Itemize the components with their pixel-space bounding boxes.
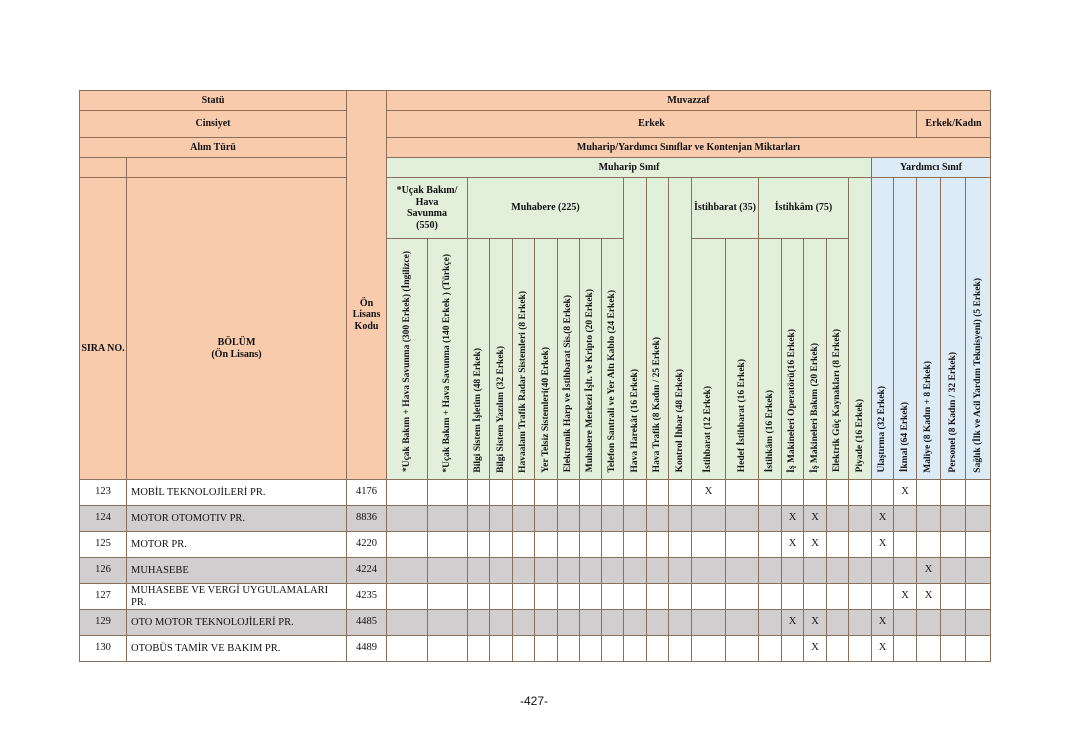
column-header bbox=[872, 178, 894, 480]
quota-mark-cell: X bbox=[804, 532, 827, 558]
quota-mark-cell bbox=[966, 584, 991, 610]
sira-no-cell: 129 bbox=[80, 610, 127, 636]
quota-mark-cell: X bbox=[872, 636, 894, 662]
quota-mark-cell bbox=[490, 558, 513, 584]
cinsiyet-label: Cinsiyet bbox=[80, 111, 347, 138]
quota-table bbox=[79, 90, 991, 662]
quota-mark-cell bbox=[872, 480, 894, 506]
quota-mark-cell bbox=[647, 532, 669, 558]
quota-mark-cell bbox=[804, 558, 827, 584]
quota-mark-cell bbox=[726, 532, 759, 558]
quota-mark-cell bbox=[782, 636, 804, 662]
quota-mark-cell bbox=[894, 532, 917, 558]
quota-mark-cell bbox=[535, 610, 558, 636]
quota-mark-cell bbox=[428, 636, 468, 662]
column-header bbox=[894, 178, 917, 480]
quota-mark-cell bbox=[535, 558, 558, 584]
quota-mark-cell bbox=[941, 558, 966, 584]
quota-mark-cell bbox=[827, 610, 849, 636]
quota-mark-cell bbox=[624, 532, 647, 558]
column-header-label: İstihbarat (12 Erkek) bbox=[703, 385, 714, 473]
column-header bbox=[387, 239, 428, 480]
quota-mark-cell: X bbox=[804, 610, 827, 636]
quota-mark-cell bbox=[490, 584, 513, 610]
sira-no-header: SIRA NO. bbox=[80, 178, 127, 480]
on-lisans-kodu-label: Ön Lisans Kodu bbox=[352, 297, 381, 332]
kod-cell: 4489 bbox=[347, 636, 387, 662]
quota-mark-cell bbox=[827, 584, 849, 610]
quota-mark-cell bbox=[966, 610, 991, 636]
quota-mark-cell bbox=[647, 636, 669, 662]
quota-mark-cell bbox=[602, 584, 624, 610]
column-header bbox=[602, 239, 624, 480]
quota-mark-cell bbox=[941, 610, 966, 636]
sira-no-cell: 124 bbox=[80, 506, 127, 532]
alim-turu-label: Alım Türü bbox=[80, 138, 347, 158]
quota-mark-cell bbox=[602, 532, 624, 558]
bolum-cell: OTO MOTOR TEKNOLOJİLERİ PR. bbox=[127, 610, 347, 636]
table-row bbox=[80, 480, 991, 506]
bolum-cell: MUHASEBE bbox=[127, 558, 347, 584]
quota-mark-cell bbox=[669, 610, 692, 636]
quota-mark-cell bbox=[558, 532, 580, 558]
quota-mark-cell: X bbox=[917, 558, 941, 584]
quota-mark-cell bbox=[602, 636, 624, 662]
table-row bbox=[80, 636, 991, 662]
column-header bbox=[966, 178, 991, 480]
kod-cell: 4235 bbox=[347, 584, 387, 610]
quota-mark-cell bbox=[647, 584, 669, 610]
kod-cell: 4224 bbox=[347, 558, 387, 584]
column-header bbox=[692, 239, 726, 480]
quota-mark-cell bbox=[602, 480, 624, 506]
quota-mark-cell bbox=[966, 636, 991, 662]
quota-mark-cell bbox=[759, 584, 782, 610]
quota-mark-cell bbox=[580, 636, 602, 662]
column-header-label: Bilgi Sistem İşletim (48 Erkek) bbox=[473, 347, 484, 473]
quota-mark-cell bbox=[468, 506, 490, 532]
quota-mark-cell bbox=[849, 480, 872, 506]
quota-mark-cell: X bbox=[782, 506, 804, 532]
quota-mark-cell bbox=[759, 636, 782, 662]
column-header bbox=[490, 239, 513, 480]
column-header bbox=[759, 239, 782, 480]
column-header-label: Hava Trafik (8 Kadın / 25 Erkek) bbox=[652, 337, 663, 473]
quota-mark-cell bbox=[428, 506, 468, 532]
quota-mark-cell bbox=[966, 506, 991, 532]
quota-mark-cell bbox=[468, 480, 490, 506]
column-header bbox=[535, 239, 558, 480]
quota-mark-cell bbox=[535, 636, 558, 662]
column-header bbox=[580, 239, 602, 480]
quota-mark-cell bbox=[917, 480, 941, 506]
quota-mark-cell bbox=[428, 532, 468, 558]
table-row bbox=[80, 558, 991, 584]
quota-mark-cell bbox=[490, 506, 513, 532]
quota-mark-cell bbox=[535, 506, 558, 532]
quota-mark-cell bbox=[759, 532, 782, 558]
kod-cell: 4485 bbox=[347, 610, 387, 636]
quota-mark-cell bbox=[759, 506, 782, 532]
quota-mark-cell bbox=[468, 584, 490, 610]
quota-mark-cell bbox=[535, 584, 558, 610]
column-header-label: İş Makineleri Operatörü(16 Erkek) bbox=[787, 328, 798, 473]
quota-mark-cell bbox=[692, 558, 726, 584]
sira-no-cell: 127 bbox=[80, 584, 127, 610]
quota-mark-cell bbox=[669, 636, 692, 662]
cinsiyet-erkek-kadin: Erkek/Kadın bbox=[917, 111, 991, 138]
quota-mark-cell bbox=[941, 506, 966, 532]
column-header-label: *Uçak Bakım + Hava Savunma (140 Erkek ) (Türkçe) bbox=[442, 253, 453, 473]
quota-mark-cell bbox=[490, 610, 513, 636]
column-header bbox=[558, 239, 580, 480]
quota-mark-cell bbox=[827, 480, 849, 506]
quota-mark-cell bbox=[827, 558, 849, 584]
quota-mark-cell bbox=[941, 480, 966, 506]
quota-mark-cell bbox=[647, 558, 669, 584]
quota-mark-cell bbox=[428, 480, 468, 506]
column-header-label: Maliye (8 Kadın + 8 Erkek) bbox=[923, 360, 934, 473]
column-header-label: Elektrik Güç Kaynakları (8 Erkek) bbox=[832, 329, 843, 473]
quota-mark-cell bbox=[726, 584, 759, 610]
quota-mark-cell bbox=[966, 558, 991, 584]
column-header-label: Yer Telsiz Sistemleri(40 Erkek) bbox=[540, 346, 551, 473]
quota-mark-cell bbox=[917, 532, 941, 558]
quota-mark-cell bbox=[941, 532, 966, 558]
column-header-label: İkmal (64 Erkek) bbox=[899, 402, 910, 473]
quota-mark-cell bbox=[941, 636, 966, 662]
page-number: -427- bbox=[519, 694, 548, 708]
quota-mark-cell bbox=[513, 532, 535, 558]
quota-mark-cell bbox=[894, 610, 917, 636]
quota-mark-cell bbox=[580, 480, 602, 506]
table-row bbox=[80, 506, 991, 532]
quota-mark-cell bbox=[624, 506, 647, 532]
quota-mark-cell bbox=[490, 480, 513, 506]
quota-mark-cell: X bbox=[894, 480, 917, 506]
column-header bbox=[624, 178, 647, 480]
sira-no-cell: 125 bbox=[80, 532, 127, 558]
bolum-cell: MOTOR OTOMOTIV PR. bbox=[127, 506, 347, 532]
quota-mark-cell bbox=[726, 636, 759, 662]
quota-mark-cell bbox=[966, 532, 991, 558]
kod-cell: 4220 bbox=[347, 532, 387, 558]
column-header bbox=[669, 178, 692, 480]
quota-mark-cell bbox=[428, 558, 468, 584]
quota-mark-cell bbox=[558, 558, 580, 584]
quota-mark-cell bbox=[726, 610, 759, 636]
quota-mark-cell bbox=[580, 532, 602, 558]
column-header-label: İş Makineleri Bakım (20 Erkek) bbox=[809, 342, 820, 473]
group-istihkam: İstihkâm (75) bbox=[759, 178, 849, 239]
quota-mark-cell: X bbox=[872, 506, 894, 532]
bolum-label: BÖLÜM bbox=[217, 337, 256, 348]
quota-mark-cell bbox=[941, 584, 966, 610]
statu-label: Statü bbox=[80, 91, 347, 111]
quota-mark-cell bbox=[513, 480, 535, 506]
quota-mark-cell bbox=[513, 506, 535, 532]
quota-mark-cell bbox=[692, 532, 726, 558]
quota-mark-cell: X bbox=[917, 584, 941, 610]
column-header-label: Telefon Santrali ve Yer Altı Kablo (24 Erkek) bbox=[607, 289, 618, 473]
quota-mark-cell bbox=[966, 480, 991, 506]
column-header-label: Sağlık (İlk ve Acil Yardım Teknisyeni) (5 Erkek) bbox=[972, 277, 983, 473]
quota-mark-cell bbox=[759, 610, 782, 636]
quota-mark-cell bbox=[894, 636, 917, 662]
column-header bbox=[917, 178, 941, 480]
bolum-cell: MOTOR PR. bbox=[127, 532, 347, 558]
quota-mark-cell bbox=[558, 610, 580, 636]
column-header bbox=[726, 239, 759, 480]
quota-mark-cell bbox=[387, 558, 428, 584]
quota-mark-cell: X bbox=[782, 532, 804, 558]
column-header bbox=[468, 239, 490, 480]
quota-mark-cell bbox=[558, 506, 580, 532]
quota-mark-cell: X bbox=[782, 610, 804, 636]
quota-mark-cell bbox=[580, 610, 602, 636]
statu-value: Muvazzaf bbox=[387, 91, 991, 111]
quota-mark-cell bbox=[726, 506, 759, 532]
quota-mark-cell bbox=[669, 506, 692, 532]
quota-mark-cell bbox=[849, 610, 872, 636]
quota-mark-cell bbox=[535, 532, 558, 558]
column-header bbox=[782, 239, 804, 480]
quota-mark-cell bbox=[849, 506, 872, 532]
quota-mark-cell bbox=[387, 610, 428, 636]
quota-mark-cell bbox=[602, 506, 624, 532]
quota-mark-cell bbox=[387, 584, 428, 610]
quota-mark-cell bbox=[387, 532, 428, 558]
column-header bbox=[941, 178, 966, 480]
column-header bbox=[827, 239, 849, 480]
quota-mark-cell bbox=[759, 558, 782, 584]
quota-mark-cell bbox=[692, 584, 726, 610]
quota-mark-cell bbox=[872, 584, 894, 610]
quota-mark-cell bbox=[669, 532, 692, 558]
quota-mark-cell bbox=[387, 636, 428, 662]
quota-mark-cell: X bbox=[872, 610, 894, 636]
column-header bbox=[428, 239, 468, 480]
quota-mark-cell bbox=[917, 506, 941, 532]
quota-mark-cell bbox=[468, 558, 490, 584]
blank-cell bbox=[80, 158, 127, 178]
quota-mark-cell bbox=[782, 584, 804, 610]
quota-mark-cell bbox=[558, 584, 580, 610]
column-header-label: *Uçak Bakım + Hava Savunma (300 Erkek) (İngilizce) bbox=[401, 251, 412, 473]
blank-cell bbox=[127, 158, 347, 178]
quota-mark-cell: X bbox=[894, 584, 917, 610]
quota-mark-cell bbox=[468, 636, 490, 662]
quota-mark-cell bbox=[669, 558, 692, 584]
quota-mark-cell: X bbox=[692, 480, 726, 506]
quota-mark-cell bbox=[827, 532, 849, 558]
bolum-cell: MUHASEBE VE VERGİ UYGULAMALARI PR. bbox=[127, 584, 347, 610]
quota-mark-cell bbox=[624, 636, 647, 662]
column-header-label: Hava Harekât (16 Erkek) bbox=[629, 368, 640, 473]
quota-mark-cell bbox=[387, 480, 428, 506]
quota-mark-cell bbox=[602, 558, 624, 584]
quota-mark-cell: X bbox=[804, 506, 827, 532]
yardimci-sinif-header: Yardımcı Sınıf bbox=[872, 158, 991, 178]
muharip-sinif-header: Muharip Sınıf bbox=[387, 158, 872, 178]
column-header-label: Hedef İstihbarat (16 Erkek) bbox=[736, 359, 747, 473]
column-header bbox=[647, 178, 669, 480]
quota-mark-cell bbox=[513, 558, 535, 584]
bolum-cell: OTOBÜS TAMİR VE BAKIM PR. bbox=[127, 636, 347, 662]
quota-mark-cell bbox=[894, 558, 917, 584]
quota-mark-cell bbox=[782, 480, 804, 506]
alim-turu-value: Muharip/Yardımcı Sınıflar ve Kontenjan Miktarları bbox=[387, 138, 991, 158]
quota-mark-cell bbox=[726, 480, 759, 506]
column-header-label: Bilgi Sistem Yazılım (32 Erkek) bbox=[495, 345, 506, 473]
quota-mark-cell bbox=[849, 584, 872, 610]
group-muhabere: Muhabere (225) bbox=[468, 178, 624, 239]
kod-cell: 4176 bbox=[347, 480, 387, 506]
kod-cell: 8836 bbox=[347, 506, 387, 532]
column-header-label: Kontrol İhbar (48 Erkek) bbox=[674, 369, 685, 473]
quota-mark-cell bbox=[624, 584, 647, 610]
quota-mark-cell bbox=[849, 636, 872, 662]
quota-mark-cell bbox=[558, 480, 580, 506]
column-header-label: Ulaştırma (32 Erkek) bbox=[877, 385, 888, 473]
quota-mark-cell bbox=[804, 584, 827, 610]
cinsiyet-erkek: Erkek bbox=[387, 111, 917, 138]
quota-mark-cell bbox=[624, 558, 647, 584]
quota-mark-cell bbox=[602, 610, 624, 636]
quota-mark-cell bbox=[513, 636, 535, 662]
column-header-label: Elektronik Harp ve İstihbarat Sis.(8 Erkek) bbox=[563, 295, 574, 473]
quota-mark-cell: X bbox=[804, 636, 827, 662]
column-header-label: İstihkâm (16 Erkek) bbox=[764, 390, 775, 473]
column-header bbox=[804, 239, 827, 480]
table-row bbox=[80, 584, 991, 610]
quota-mark-cell: X bbox=[872, 532, 894, 558]
bolum-header bbox=[127, 178, 347, 480]
quota-mark-cell bbox=[624, 480, 647, 506]
quota-mark-cell bbox=[647, 610, 669, 636]
quota-mark-cell bbox=[872, 558, 894, 584]
quota-mark-cell bbox=[580, 558, 602, 584]
column-header-label: Piyade (16 Erkek) bbox=[854, 399, 865, 473]
column-header-label: Muhabere Merkezi İşlt. ve Kripto (20 Erkek) bbox=[585, 289, 596, 473]
quota-mark-cell bbox=[669, 584, 692, 610]
column-header-label: Havaalanı Trafik Radar Sistemleri (8 Erkek) bbox=[518, 290, 529, 473]
quota-mark-cell bbox=[387, 506, 428, 532]
quota-mark-cell bbox=[513, 610, 535, 636]
column-header bbox=[849, 178, 872, 480]
quota-mark-cell bbox=[827, 506, 849, 532]
quota-mark-cell bbox=[726, 558, 759, 584]
quota-mark-cell bbox=[917, 636, 941, 662]
bolum-sub-label: (Ön Lisans) bbox=[211, 348, 262, 360]
quota-mark-cell bbox=[490, 636, 513, 662]
quota-mark-cell bbox=[580, 506, 602, 532]
quota-mark-cell bbox=[804, 480, 827, 506]
column-header-label: Personel (8 Kadın / 32 Erkek) bbox=[947, 351, 958, 473]
quota-mark-cell bbox=[669, 480, 692, 506]
quota-mark-cell bbox=[428, 610, 468, 636]
bolum-cell: MOBİL TEKNOLOJİLERİ PR. bbox=[127, 480, 347, 506]
quota-mark-cell bbox=[692, 506, 726, 532]
quota-mark-cell bbox=[782, 558, 804, 584]
quota-mark-cell bbox=[692, 610, 726, 636]
quota-mark-cell bbox=[468, 610, 490, 636]
quota-mark-cell bbox=[535, 480, 558, 506]
quota-mark-cell bbox=[647, 506, 669, 532]
table-row bbox=[80, 610, 991, 636]
quota-mark-cell bbox=[917, 610, 941, 636]
sira-no-cell: 123 bbox=[80, 480, 127, 506]
on-lisans-kodu-header bbox=[347, 91, 387, 480]
quota-mark-cell bbox=[647, 480, 669, 506]
quota-mark-cell bbox=[490, 532, 513, 558]
quota-mark-cell bbox=[827, 636, 849, 662]
quota-mark-cell bbox=[580, 584, 602, 610]
quota-mark-cell bbox=[849, 532, 872, 558]
group-ucak-bakim: *Uçak Bakım/ Hava Savunma (550) bbox=[387, 178, 468, 239]
sira-no-cell: 126 bbox=[80, 558, 127, 584]
table-row bbox=[80, 532, 991, 558]
quota-mark-cell bbox=[849, 558, 872, 584]
quota-mark-cell bbox=[894, 506, 917, 532]
quota-mark-cell bbox=[428, 584, 468, 610]
column-header bbox=[513, 239, 535, 480]
quota-mark-cell bbox=[558, 636, 580, 662]
quota-mark-cell bbox=[468, 532, 490, 558]
quota-mark-cell bbox=[759, 480, 782, 506]
sira-no-cell: 130 bbox=[80, 636, 127, 662]
quota-mark-cell bbox=[624, 610, 647, 636]
quota-mark-cell bbox=[692, 636, 726, 662]
group-istihbarat: İstihbarat (35) bbox=[692, 178, 759, 239]
quota-mark-cell bbox=[513, 584, 535, 610]
